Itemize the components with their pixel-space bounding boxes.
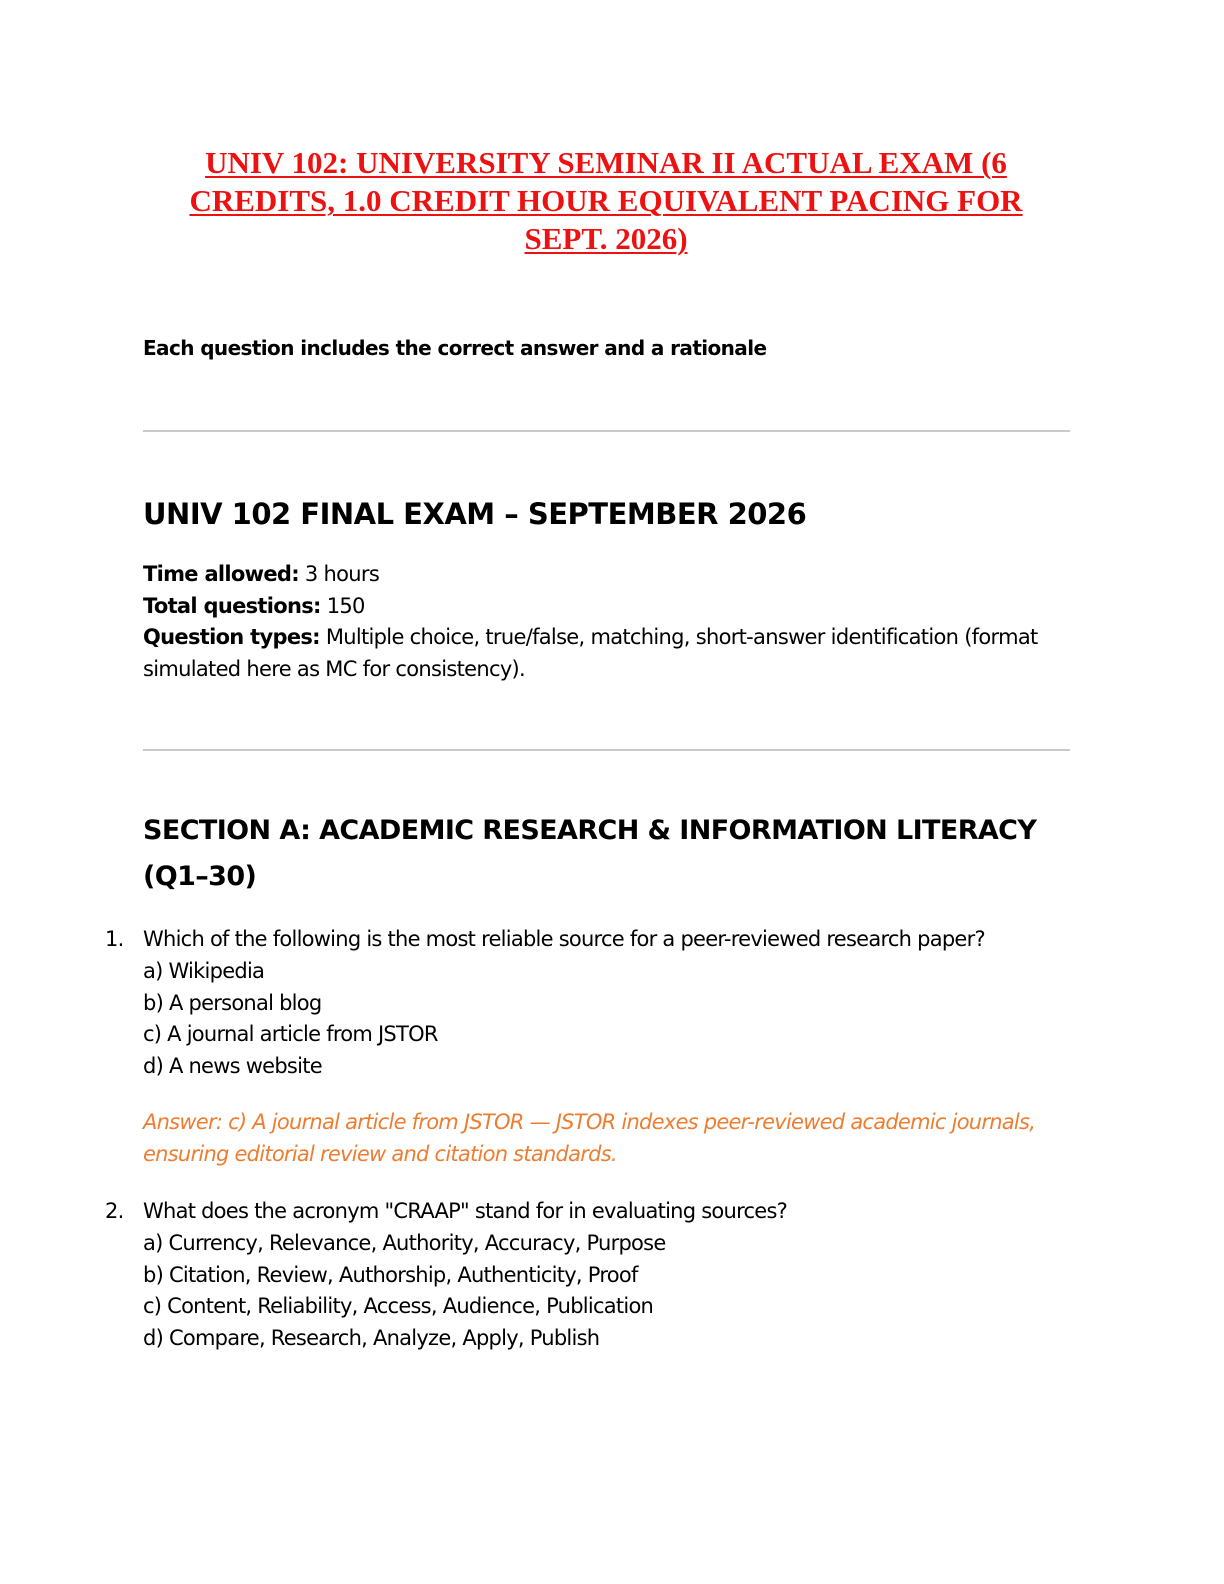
answer-option: a) Currency, Relevance, Authority, Accuracy, Purpose [143, 1230, 666, 1255]
question-number: 1. [105, 927, 124, 951]
answer-option: b) A personal blog [143, 990, 322, 1015]
question-body [143, 924, 1085, 1083]
section-heading: SECTION A: ACADEMIC RESEARCH & INFORMATION LITERACY (Q1–30) [143, 815, 1037, 892]
answer-rationale: Answer: c) A journal article from JSTOR — JSTOR indexes peer-reviewed academic journals, ensuring editorial review and citation standards. [143, 1110, 1036, 1166]
answer-option: a) Wikipedia [143, 958, 265, 983]
exam-heading: UNIV 102 FINAL EXAM – SEPTEMBER 2026 [143, 497, 807, 531]
time-allowed-line [143, 559, 1043, 591]
answer-option: d) Compare, Research, Analyze, Apply, Publish [143, 1326, 600, 1351]
question-number: 2. [105, 1199, 124, 1223]
question-types-line [143, 622, 1043, 685]
document-title: UNIV 102: UNIVERSITY SEMINAR II ACTUAL EXAM (6 CREDITS, 1.0 CREDIT HOUR EQUIVALENT PACING FOR SEPT. 2026) [189, 145, 1023, 256]
total-questions-label: Total questions: [143, 593, 321, 618]
answer-option: c) Content, Reliability, Access, Audience, Publication [143, 1294, 654, 1319]
intro-text: Each question includes the correct answer and a rationale [143, 336, 767, 360]
exam-meta [143, 559, 1043, 685]
question-item [105, 924, 1085, 1083]
question-types-value: Multiple choice, true/false, matching, short-answer identification (format simulated here as MC for consistency). [143, 625, 1038, 681]
question-types-label: Question types: [143, 625, 320, 649]
question-body [143, 1196, 1085, 1355]
question-text: Which of the following is the most reliable source for a peer-reviewed research paper? [143, 927, 985, 951]
horizontal-divider [143, 749, 1070, 751]
horizontal-divider [143, 430, 1070, 432]
time-allowed-value: 3 hours [298, 562, 380, 586]
total-questions-line [143, 591, 1043, 623]
answer-option: b) Citation, Review, Authorship, Authenticity, Proof [143, 1262, 638, 1287]
question-item [105, 1196, 1085, 1355]
answer-option: d) A news website [143, 1054, 322, 1079]
total-questions-value: 150 [320, 593, 365, 618]
answer-option: c) A journal article from JSTOR [143, 1022, 438, 1047]
time-allowed-label: Time allowed: [143, 562, 299, 586]
question-text: What does the acronym "CRAAP" stand for in evaluating sources? [143, 1199, 788, 1223]
